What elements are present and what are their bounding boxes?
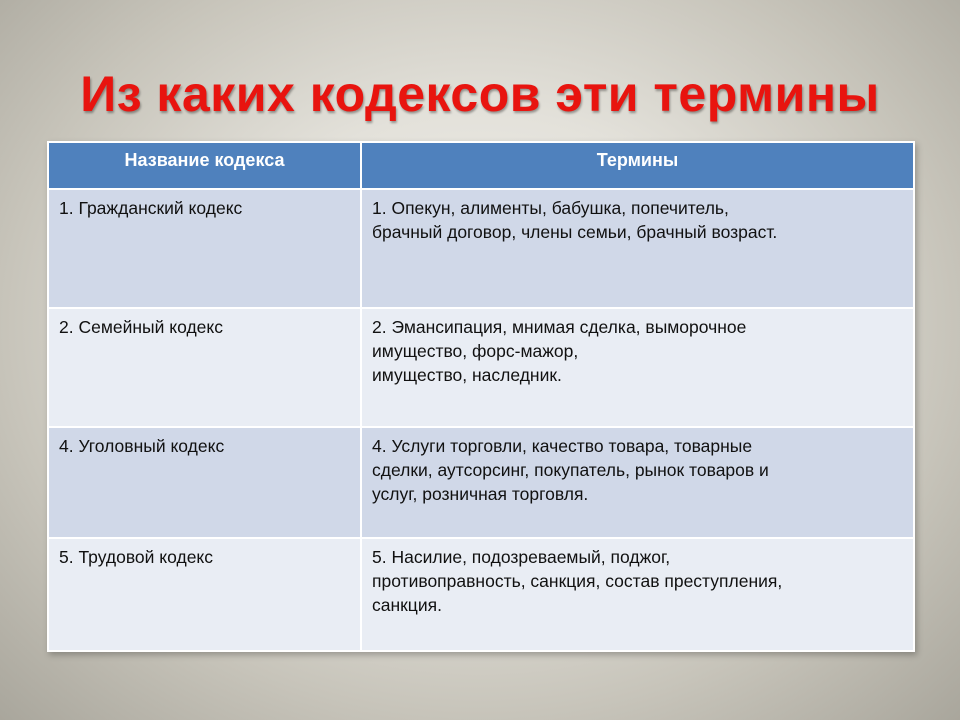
terms-line: 1. Опекун, алименты, бабушка, попечитель, [372, 198, 729, 218]
header-code-name: Название кодекса [48, 142, 361, 189]
terms-cell [361, 427, 914, 538]
terms-line: 2. Эмансипация, мнимая сделка, выморочное [372, 317, 747, 337]
terms-line: 4. Услуги торговли, качество товара, товарные [372, 436, 753, 456]
terms-line: 5. Насилие, подозреваемый, поджог, [372, 547, 671, 567]
code-cell: 4. Уголовный кодекс [48, 427, 361, 538]
slide-title: Из каких кодексов эти термины [80, 66, 880, 122]
table-row [48, 538, 914, 651]
code-cell: 1. Гражданский кодекс [48, 189, 361, 308]
terms-line: имущество, форс-мажор, [372, 341, 579, 361]
table-row [48, 427, 914, 538]
header-terms: Термины [361, 142, 914, 189]
terms-line: сделки, аутсорсинг, покупатель, рынок товаров и [372, 460, 769, 480]
table-header-row [48, 142, 914, 189]
terms-line: имущество, наследник. [372, 365, 562, 385]
table-row [48, 189, 914, 308]
terms-line: брачный договор, члены семьи, брачный возраст. [372, 222, 778, 242]
code-cell: 2. Семейный кодекс [48, 308, 361, 427]
codes-table [47, 141, 915, 652]
terms-line: противоправность, санкция, состав преступления, [372, 571, 783, 591]
terms-cell [361, 308, 914, 427]
table-row [48, 308, 914, 427]
terms-line: санкция. [372, 595, 442, 615]
terms-cell [361, 538, 914, 651]
terms-line: услуг, розничная торговля. [372, 484, 589, 504]
terms-cell [361, 189, 914, 308]
code-cell: 5. Трудовой кодекс [48, 538, 361, 651]
